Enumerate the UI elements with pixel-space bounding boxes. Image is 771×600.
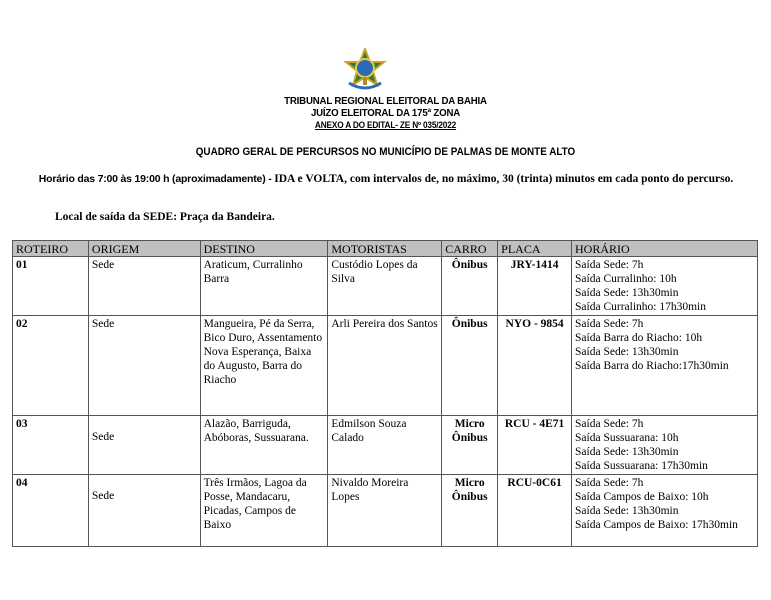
table-row — [13, 416, 758, 475]
schedule-line: Saída Barra do Riacho:17h30min — [575, 360, 729, 372]
cell-horario — [572, 257, 758, 316]
departure-location: Local de saída da SEDE: Praça da Bandeira. — [55, 211, 275, 223]
table-header-row — [13, 241, 758, 257]
cell-horario — [572, 316, 758, 416]
cell-placa: NYO - 9854 — [498, 316, 572, 416]
document-title: QUADRO GERAL DE PERCURSOS NO MUNICÍPIO DE PALMAS DE MONTE ALTO — [195, 146, 576, 158]
table-row — [13, 475, 758, 547]
court-name: TRIBUNAL REGIONAL ELEITORAL DA BAHIA — [284, 95, 487, 107]
cell-carro: Ônibus — [442, 257, 498, 316]
cell-carro: Micro Ônibus — [442, 475, 498, 547]
cell-carro: Micro Ônibus — [442, 416, 498, 475]
cell-destino: Mangueira, Pé da Serra, Bico Duro, Assentamento Nova Esperança, Baixa do Augusto, Barra do Riacho — [200, 316, 328, 416]
cell-placa: JRY-1414 — [498, 257, 572, 316]
schedule-line: Saída Curralinho: 10h — [575, 273, 677, 285]
schedule-line: Saída Sede: 7h — [575, 259, 644, 271]
header-carro: CARRO — [442, 241, 498, 257]
schedule-line: Saída Sede: 7h — [575, 318, 644, 330]
cell-destino: Três Irmãos, Lagoa da Posse, Mandacaru, Picadas, Campos de Baixo — [200, 475, 328, 547]
schedule-line: Saída Sede: 7h — [575, 477, 644, 489]
cell-motorista: Nivaldo Moreira Lopes — [328, 475, 442, 547]
schedule-line: Saída Sussuarana: 10h — [575, 432, 679, 444]
schedule-hours: Horário das 7:00 às 19:00 h (aproximadamente) - — [38, 173, 275, 185]
cell-roteiro: 04 — [13, 475, 89, 547]
cell-horario — [572, 475, 758, 547]
schedule-line: Saída Sede: 13h30min — [575, 446, 679, 458]
cell-horario — [572, 416, 758, 475]
schedule-line: Saída Sede: 13h30min — [575, 505, 679, 517]
brazil-coat-of-arms-icon — [343, 48, 387, 92]
header-placa: PLACA — [498, 241, 572, 257]
header-horario: HORÁRIO — [572, 241, 758, 257]
schedule-line: Saída Sede: 13h30min — [575, 346, 679, 358]
cell-placa: RCU - 4E71 — [498, 416, 572, 475]
schedule-line: Saída Campos de Baixo: 10h — [575, 491, 709, 503]
header-destino: DESTINO — [200, 241, 328, 257]
schedule-line: Saída Sede: 7h — [575, 418, 644, 430]
cell-origem: Sede — [88, 475, 200, 547]
electoral-zone: JUÍZO ELEITORAL DA 175ª ZONA — [310, 107, 461, 119]
cell-origem: Sede — [88, 316, 200, 416]
annex-reference: ANEXO A DO EDITAL- ZE Nº 035/2022 — [314, 120, 457, 130]
schedule-line: Saída Sede: 13h30min — [575, 287, 679, 299]
header-roteiro: ROTEIRO — [13, 241, 89, 257]
cell-destino: Araticum, Curralinho Barra — [200, 257, 328, 316]
cell-origem: Sede — [88, 257, 200, 316]
cell-roteiro: 03 — [13, 416, 89, 475]
cell-destino: Alazão, Barriguda, Abóboras, Sussuarana. — [200, 416, 328, 475]
schedule-note — [30, 172, 742, 186]
cell-roteiro: 01 — [13, 257, 89, 316]
schedule-line: Saída Sussuarana: 17h30min — [575, 460, 708, 472]
schedule-line: Saída Curralinho: 17h30min — [575, 301, 706, 313]
schedule-line: Saída Campos de Baixo: 17h30min — [575, 519, 738, 531]
routes-table — [12, 240, 758, 547]
schedule-line: Saída Barra do Riacho: 10h — [575, 332, 703, 344]
cell-motorista: Arli Pereira dos Santos — [328, 316, 442, 416]
cell-carro: Ônibus — [442, 316, 498, 416]
schedule-details: IDA e VOLTA, com intervalos de, no máximo, 30 (trinta) minutos em cada ponto do percurso. — [274, 173, 734, 185]
cell-placa: RCU-0C61 — [498, 475, 572, 547]
table-row — [13, 257, 758, 316]
header-origem: ORIGEM — [88, 241, 200, 257]
header-motoristas: MOTORISTAS — [328, 241, 442, 257]
cell-motorista: Custódio Lopes da Silva — [328, 257, 442, 316]
table-row — [13, 316, 758, 416]
cell-motorista: Edmilson Souza Calado — [328, 416, 442, 475]
cell-roteiro: 02 — [13, 316, 89, 416]
cell-origem: Sede — [88, 416, 200, 475]
